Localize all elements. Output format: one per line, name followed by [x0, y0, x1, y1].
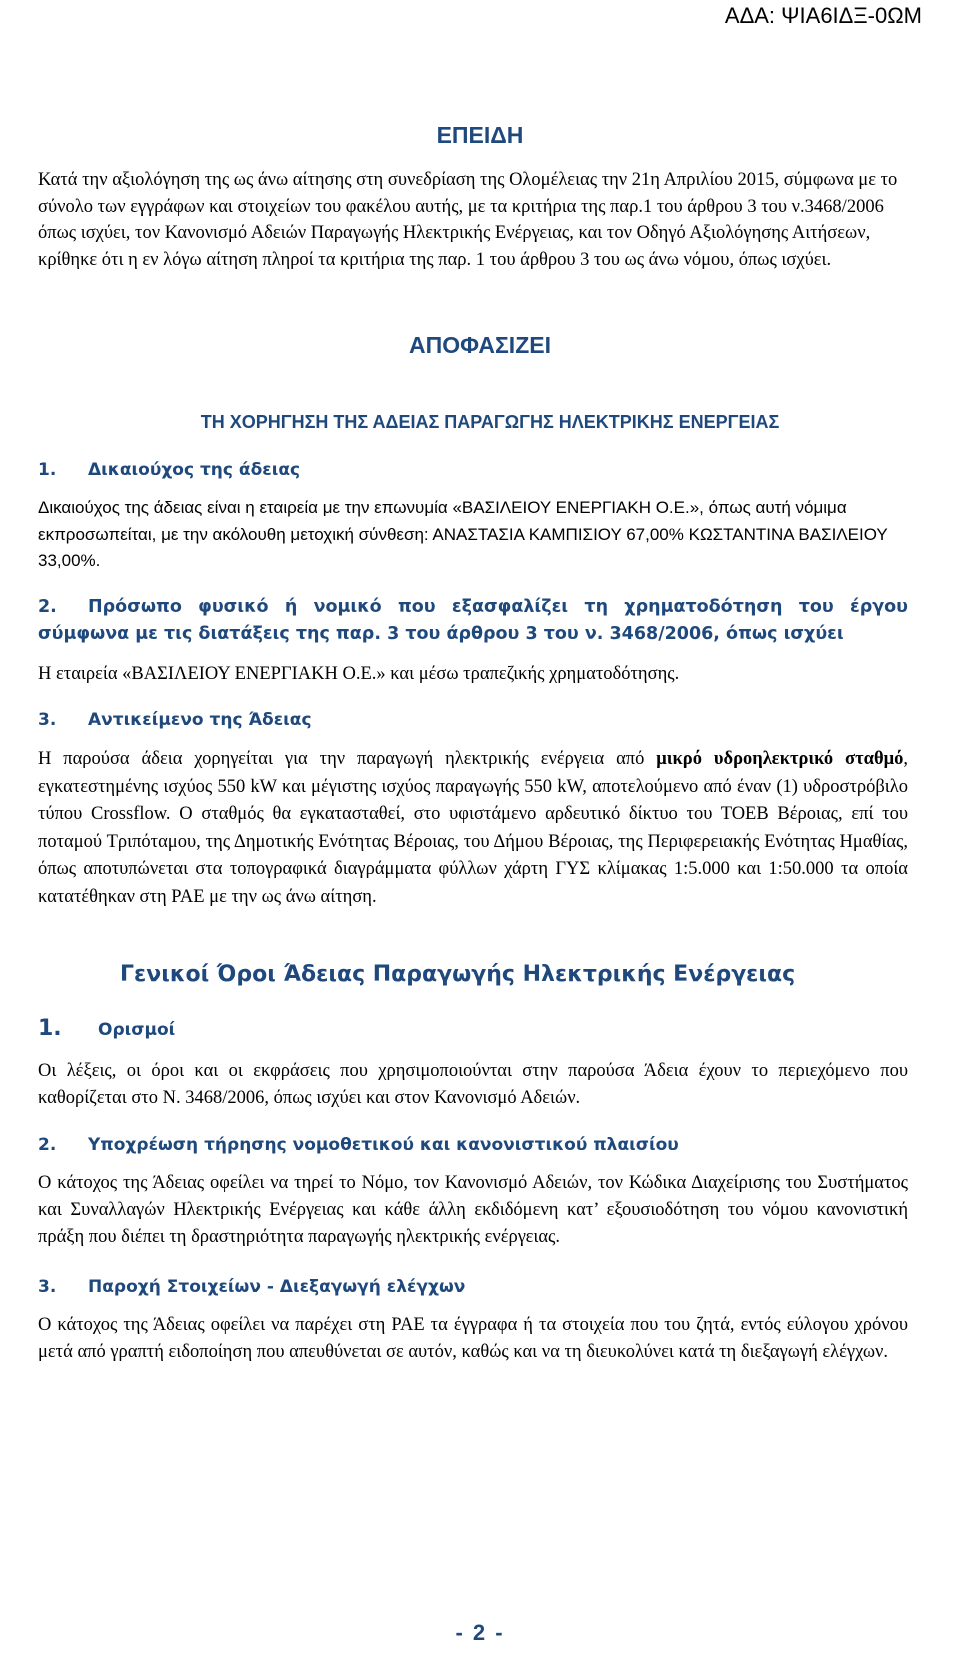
term-2-heading — [38, 1135, 908, 1155]
term-3-heading — [38, 1277, 908, 1297]
term-2-title: Υποχρέωση τήρησης νομοθετικού και κανονιστικού πλαισίου — [88, 1135, 679, 1155]
term-3-number: 3. — [38, 1277, 57, 1297]
epeidi-paragraph: Κατά την αξιολόγηση της ως άνω αίτησης στη συνεδρίαση της Ολομέλειας την 21η Απριλίου 2015, σύμφωνα με το σύνολο των εγγράφων και στοιχείων του φακέλου αυτής, με τα κριτήρια της παρ.1 του άρθρου 3 του ν.3468/2006 όπως ισχύει, τον Κανονισμό Αδειών Παραγωγής Ηλεκτρικής Ενέργειας, και τον Οδηγό Αξιολόγησης Αιτήσεων, κρίθηκε ότι η εν λόγω αίτηση πληροί τα κριτήρια της παρ. 1 του άρθρου 3 του ως άνω νόμου, όπως ισχύει. — [38, 170, 898, 270]
apofasizei-subtitle: ΤΗ ΧΟΡΗΓΗΣΗ ΤΗΣ ΑΔΕΙΑΣ ΠΑΡΑΓΩΓΗΣ ΗΛΕΚΤΡΙΚΗΣ ΕΝΕΡΓΕΙΑΣ — [200, 412, 780, 432]
term-2-number: 2. — [38, 1135, 57, 1155]
section-1-heading — [38, 460, 908, 480]
section-3-heading — [38, 710, 908, 730]
section-3-paragraph — [38, 746, 908, 911]
term-2-paragraph: Ο κάτοχος της Άδειας οφείλει να τηρεί το Νόμο, τον Κανονισμό Αδειών, τον Κώδικα Διαχείρισης του Συστήματος και Συναλλαγών Ηλεκτρικής Ενέργειας και κάθε άλλη εκδιδόμενη κατ’ εξουσιοδότηση του νόμου κανονιστική πράξη που διέπει τη δραστηριότητα παραγωγής ηλεκτρικής ενέργειας. — [38, 1173, 908, 1247]
section-3-text-post: , εγκατεστημένης ισχύος 550 kW και μέγιστης ισχύος παραγωγής 550 kW, αποτελούμενο από έναν (1) υδροστρόβιλο τύπου Crossflow. Ο σταθμός θα εγκατασταθεί, στο υφιστάμενο αρδευτικό δίκτυο του ΤΟΕΒ Βέροιας, επί του ποταμού Τριπόταμου, της Δημοτικής Ενότητας Βέροιας, του Δήμου Βέροιας, της Περιφερειακής Ενότητας Ημαθίας, όπως αποτυπώνεται στα τοπογραφικά διαγράμματα φύλλων χάρτη ΓΥΣ κλίμακας 1:5.000 και 1:50.000 τα οποία κατατέθηκαν στη ΡΑΕ με την ως άνω αίτηση. — [38, 749, 908, 907]
section-3-title: Αντικείμενο της Άδειας — [88, 710, 312, 730]
section-2-number: 2. — [38, 597, 57, 617]
section-2-paragraph: Η εταιρεία «ΒΑΣΙΛΕΙΟΥ ΕΝΕΡΓΙΑΚΗ Ο.Ε.» και μέσω τραπεζικής χρηματοδότησης. — [38, 664, 680, 684]
section-3-text-bold: μικρό υδροηλεκτρικό σταθμό — [656, 749, 904, 769]
section-3-text-pre: Η παρούσα άδεια χορηγείται για την παραγωγή ηλεκτρικής ενέργεια από — [38, 749, 657, 769]
section-1-title: Δικαιούχος της άδειας — [88, 460, 301, 480]
term-1-heading — [38, 1016, 908, 1041]
section-1-number: 1. — [38, 460, 57, 480]
term-1-paragraph: Οι λέξεις, οι όροι και οι εκφράσεις που χρησιμοποιούνται στην παρούσα Άδεια έχουν το περιεχόμενο που καθορίζεται στο Ν. 3468/2006, όπως ισχύει και στον Κανονισμό Αδειών. — [38, 1061, 908, 1108]
ada-code: ΑΔΑ: ΨΙΑ6ΙΔΞ-0ΩΜ — [724, 3, 922, 28]
epeidi-title: ΕΠΕΙΔΗ — [436, 122, 524, 148]
term-3-title: Παροχή Στοιχείων - Διεξαγωγή ελέγχων — [88, 1277, 466, 1297]
section-2-heading — [38, 594, 908, 648]
section-1-paragraph: Δικαιούχος της άδειας είναι η εταιρεία με την επωνυμία «ΒΑΣΙΛΕΙΟΥ ΕΝΕΡΓΙΑΚΗ Ο.Ε.», όπως αυτή νόμιμα εκπροσωπείται, με την ακόλουθη μετοχική σύνθεση: ΑΝΑΣΤΑΣΙΑ ΚΑΜΠΙΣΙΟΥ 67,00% ΚΩΣΤΑΝΤΙΝΑ ΒΑΣΙΛΕΙΟΥ 33,00%. — [38, 498, 888, 570]
section-2-title: Πρόσωπο φυσικό ή νομικό που εξασφαλίζει τη χρηματοδότηση του έργου σύμφωνα με τις διατάξεις της παρ. 3 του άρθρου 3 του ν. 3468/2006, όπως ισχύει — [38, 597, 908, 644]
general-terms-title: Γενικοί Όροι Άδειας Παραγωγής Ηλεκτρικής Ενέργειας — [120, 962, 796, 987]
term-1-number: 1. — [38, 1016, 62, 1041]
page-number: - 2 - — [455, 1620, 505, 1645]
section-3-number: 3. — [38, 710, 57, 730]
apofasizei-title: ΑΠΟΦΑΣΙΖΕΙ — [409, 332, 551, 358]
term-1-title: Ορισμοί — [98, 1020, 176, 1040]
term-3-paragraph: Ο κάτοχος της Άδειας οφείλει να παρέχει στη ΡΑΕ τα έγγραφα ή τα στοιχεία που του ζητά, εντός εύλογου χρόνου μετά από γραπτή ειδοποίηση που απευθύνεται σε αυτόν, καθώς και να τη διευκολύνει κατά τη διεξαγωγή ελέγχων. — [38, 1315, 908, 1362]
